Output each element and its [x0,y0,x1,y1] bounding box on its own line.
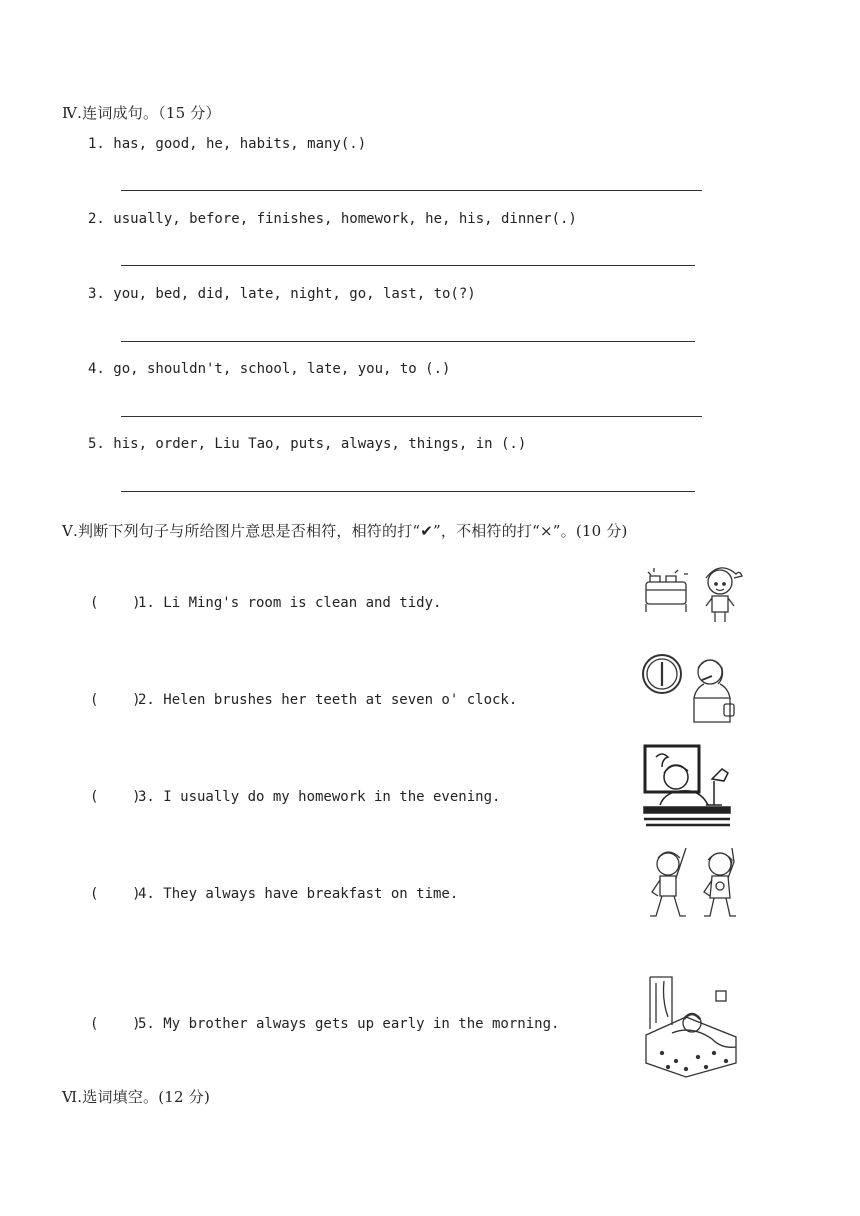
answer-bracket-2[interactable]: ( ) [90,692,141,708]
answer-line-5[interactable] [121,491,695,492]
reorder-item-2: 2. usually, before, finishes, homework, he, his, dinner(.) [88,211,577,227]
reorder-item-3: 3. you, bed, did, late, night, go, last, to(?) [88,286,476,302]
judge-item-3: 3. I usually do my homework in the evening. [138,789,501,805]
judge-item-4: 4. They always have breakfast on time. [138,886,459,902]
exercising-kids-icon [640,842,750,928]
answer-bracket-5[interactable]: ( ) [90,1016,141,1032]
answer-line-3[interactable] [121,341,695,342]
answer-line-2[interactable] [121,265,695,266]
answer-line-4[interactable] [121,416,702,417]
reorder-item-4: 4. go, shouldn't, school, late, you, to (.) [88,361,451,377]
tidy-room-icon [640,560,744,630]
brushing-teeth-icon [640,650,740,726]
answer-line-1[interactable] [121,190,702,191]
section-5-heading: Ⅴ.判断下列句子与所给图片意思是否相符，相符的打“✔”，不相符的打“×”。(10 分) [62,522,628,540]
judge-item-1: 1. Li Ming's room is clean and tidy. [138,595,442,611]
homework-icon [642,743,732,829]
answer-bracket-3[interactable]: ( ) [90,789,141,805]
judge-item-2: 2. Helen brushes her teeth at seven o' clock. [138,692,518,708]
reorder-item-5: 5. his, order, Liu Tao, puts, always, things, in (.) [88,436,527,452]
answer-bracket-1[interactable]: ( ) [90,595,141,611]
boy-in-bed-icon [642,973,742,1081]
answer-bracket-4[interactable]: ( ) [90,886,141,902]
section-6-heading: Ⅵ.选词填空。(12 分) [62,1088,211,1106]
judge-item-5: 5. My brother always gets up early in the morning. [138,1016,560,1032]
section-4-heading: Ⅳ.连词成句。（15 分） [62,104,221,122]
reorder-item-1: 1. has, good, he, habits, many(.) [88,136,367,152]
